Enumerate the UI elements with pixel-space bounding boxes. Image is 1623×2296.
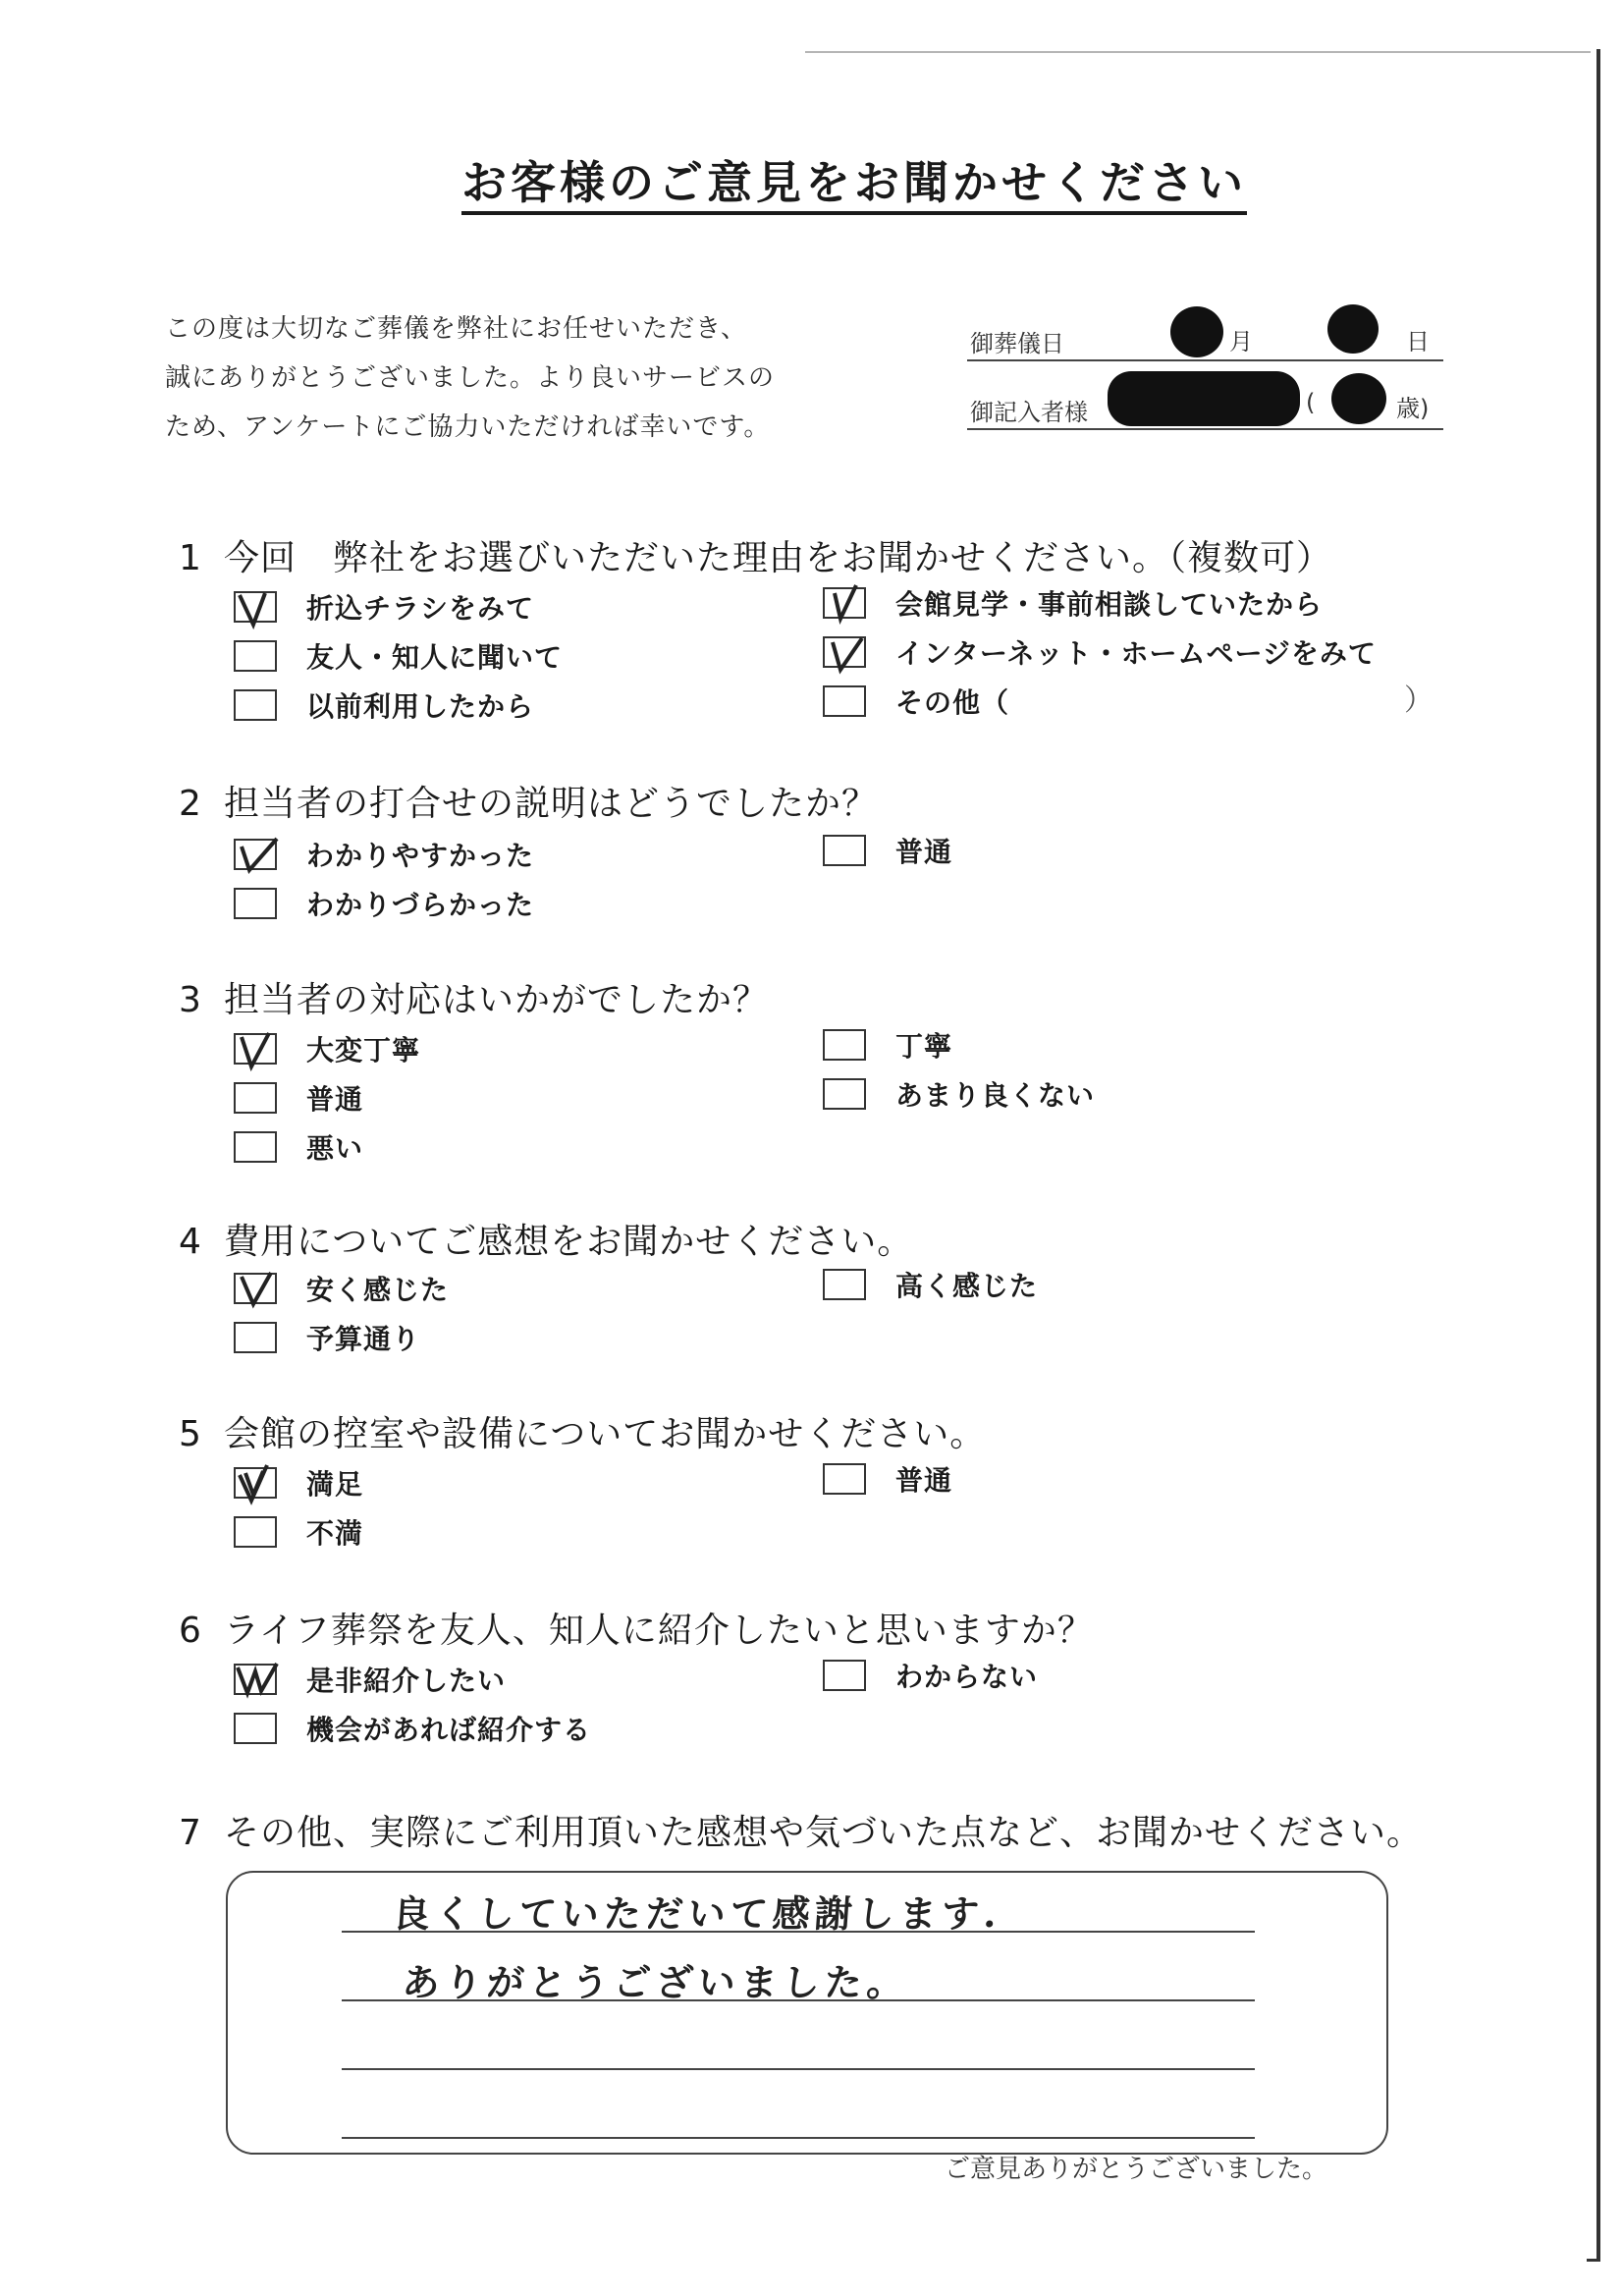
checkbox[interactable]: [823, 636, 866, 668]
checkbox[interactable]: [234, 640, 277, 672]
checkmark-icon: [234, 1461, 283, 1504]
checkbox[interactable]: [823, 1660, 866, 1691]
q5-option-satisfied[interactable]: 満足: [234, 1463, 363, 1503]
scan-edge-right: [1596, 49, 1600, 2259]
checkbox[interactable]: [234, 1516, 277, 1548]
q1-option-other[interactable]: その他（: [823, 682, 1009, 721]
q2-option-clear[interactable]: わかりやすかった: [234, 835, 534, 874]
respondent-label: 御記入者様: [970, 399, 1088, 426]
q1-option-previous[interactable]: 以前利用したから: [234, 685, 534, 725]
question-6: 6 ライフ葬祭を友人、知人に紹介したいと思いますか？: [179, 1611, 1094, 1651]
question-1: 1 今回 弊社をお選びいただいた理由をお聞かせください。（複数可）: [179, 538, 1333, 578]
intro-line: 誠にありがとうございました。より良いサービスの: [165, 363, 776, 393]
checkmark-icon: [823, 630, 872, 674]
q1-option-hall-visit[interactable]: 会館見学・事前相談していたから: [823, 583, 1323, 623]
q4-option-expensive[interactable]: 高く感じた: [823, 1265, 1038, 1304]
checkbox[interactable]: [234, 1467, 277, 1499]
footer-thanks: ご意見ありがとうございました。: [945, 2155, 1328, 2184]
question-5: 5 会館の控室や設備についてお聞かせください。: [179, 1414, 987, 1454]
checkbox[interactable]: [823, 685, 866, 717]
checkbox[interactable]: [234, 1322, 277, 1353]
checkmark-icon: [234, 585, 283, 629]
q5-option-dissatisfied[interactable]: 不満: [234, 1512, 363, 1552]
funeral-date-label: 御葬儀日: [970, 330, 1064, 357]
checkmark-icon: [234, 833, 283, 876]
intro-line: この度は大切なご葬儀を弊社にお任せいただき、: [165, 314, 747, 344]
month-label: 月: [1229, 328, 1253, 355]
respondent-underline: [967, 428, 1443, 430]
funeral-date-underline: [967, 359, 1443, 361]
checkmark-icon: [234, 1267, 283, 1310]
checkbox[interactable]: [234, 839, 277, 870]
q6-option-definitely[interactable]: 是非紹介したい: [234, 1660, 506, 1699]
redacted-month: [1170, 306, 1223, 357]
checkbox[interactable]: [823, 1269, 866, 1300]
q3-option-normal[interactable]: 普通: [234, 1078, 363, 1118]
q3-option-polite[interactable]: 丁寧: [823, 1025, 952, 1065]
q3-option-bad[interactable]: 悪い: [234, 1127, 363, 1167]
question-7: 7 その他、実際にご利用頂いた感想や気づいた点など、お聞かせください。: [179, 1813, 1424, 1853]
checkbox[interactable]: [234, 1131, 277, 1163]
redacted-day: [1327, 304, 1379, 354]
q4-option-budget[interactable]: 予算通り: [234, 1318, 420, 1357]
checkmark-icon: [234, 1027, 283, 1070]
comment-rule: [342, 2068, 1255, 2070]
other-paren-close: ）: [1404, 683, 1434, 718]
comment-rule: [342, 2137, 1255, 2139]
checkbox[interactable]: [234, 888, 277, 919]
q1-option-internet[interactable]: インターネット・ホームページをみて: [823, 632, 1377, 672]
question-3: 3 担当者の対応はいかがでしたか？: [179, 980, 770, 1020]
q5-option-normal[interactable]: 普通: [823, 1459, 952, 1499]
question-2: 2 担当者の打合せの説明はどうでしたか？: [179, 784, 879, 824]
question-4: 4 費用についてご感想をお聞かせください。: [179, 1222, 914, 1262]
checkbox[interactable]: [234, 689, 277, 721]
redacted-name: [1108, 371, 1300, 426]
day-label: 日: [1406, 328, 1430, 355]
q1-option-flyer[interactable]: 折込チラシをみて: [234, 587, 534, 627]
q4-option-cheap[interactable]: 安く感じた: [234, 1269, 449, 1308]
checkbox[interactable]: [234, 591, 277, 623]
checkbox[interactable]: [823, 1463, 866, 1495]
checkbox[interactable]: [234, 1664, 277, 1695]
page-title: お客様のご意見をお聞かせください: [0, 147, 1623, 212]
paren-open: (: [1306, 389, 1316, 416]
scan-edge-top: [805, 51, 1591, 53]
q2-option-normal[interactable]: 普通: [823, 831, 952, 870]
q3-option-not-good[interactable]: あまり良くない: [823, 1074, 1095, 1114]
checkbox[interactable]: [234, 1273, 277, 1304]
intro-line: ため、アンケートにご協力いただければ幸いです。: [165, 412, 771, 442]
checkmark-icon: [823, 581, 872, 625]
scan-edge-bottom: [1587, 2259, 1600, 2262]
checkbox[interactable]: [823, 835, 866, 866]
checkbox[interactable]: [823, 1029, 866, 1061]
handwritten-comment-line-1: 良くしていただいて感謝します.: [391, 1891, 1003, 1936]
q3-option-very-polite[interactable]: 大変丁寧: [234, 1029, 420, 1068]
q2-option-unclear[interactable]: わかりづらかった: [234, 884, 534, 923]
intro-text: [165, 304, 775, 452]
q6-option-if-chance[interactable]: 機会があれば紹介する: [234, 1709, 591, 1748]
checkbox[interactable]: [234, 1033, 277, 1065]
q6-option-unsure[interactable]: わからない: [823, 1656, 1038, 1695]
checkbox[interactable]: [823, 587, 866, 619]
age-label: 歳): [1396, 395, 1430, 422]
checkmark-icon: [234, 1658, 283, 1701]
redacted-age: [1331, 373, 1386, 424]
checkbox[interactable]: [234, 1082, 277, 1114]
checkbox[interactable]: [234, 1713, 277, 1744]
q1-option-friend[interactable]: 友人・知人に聞いて: [234, 636, 563, 676]
handwritten-comment-line-2: ありがとうございました。: [401, 1960, 911, 2004]
checkbox[interactable]: [823, 1078, 866, 1110]
